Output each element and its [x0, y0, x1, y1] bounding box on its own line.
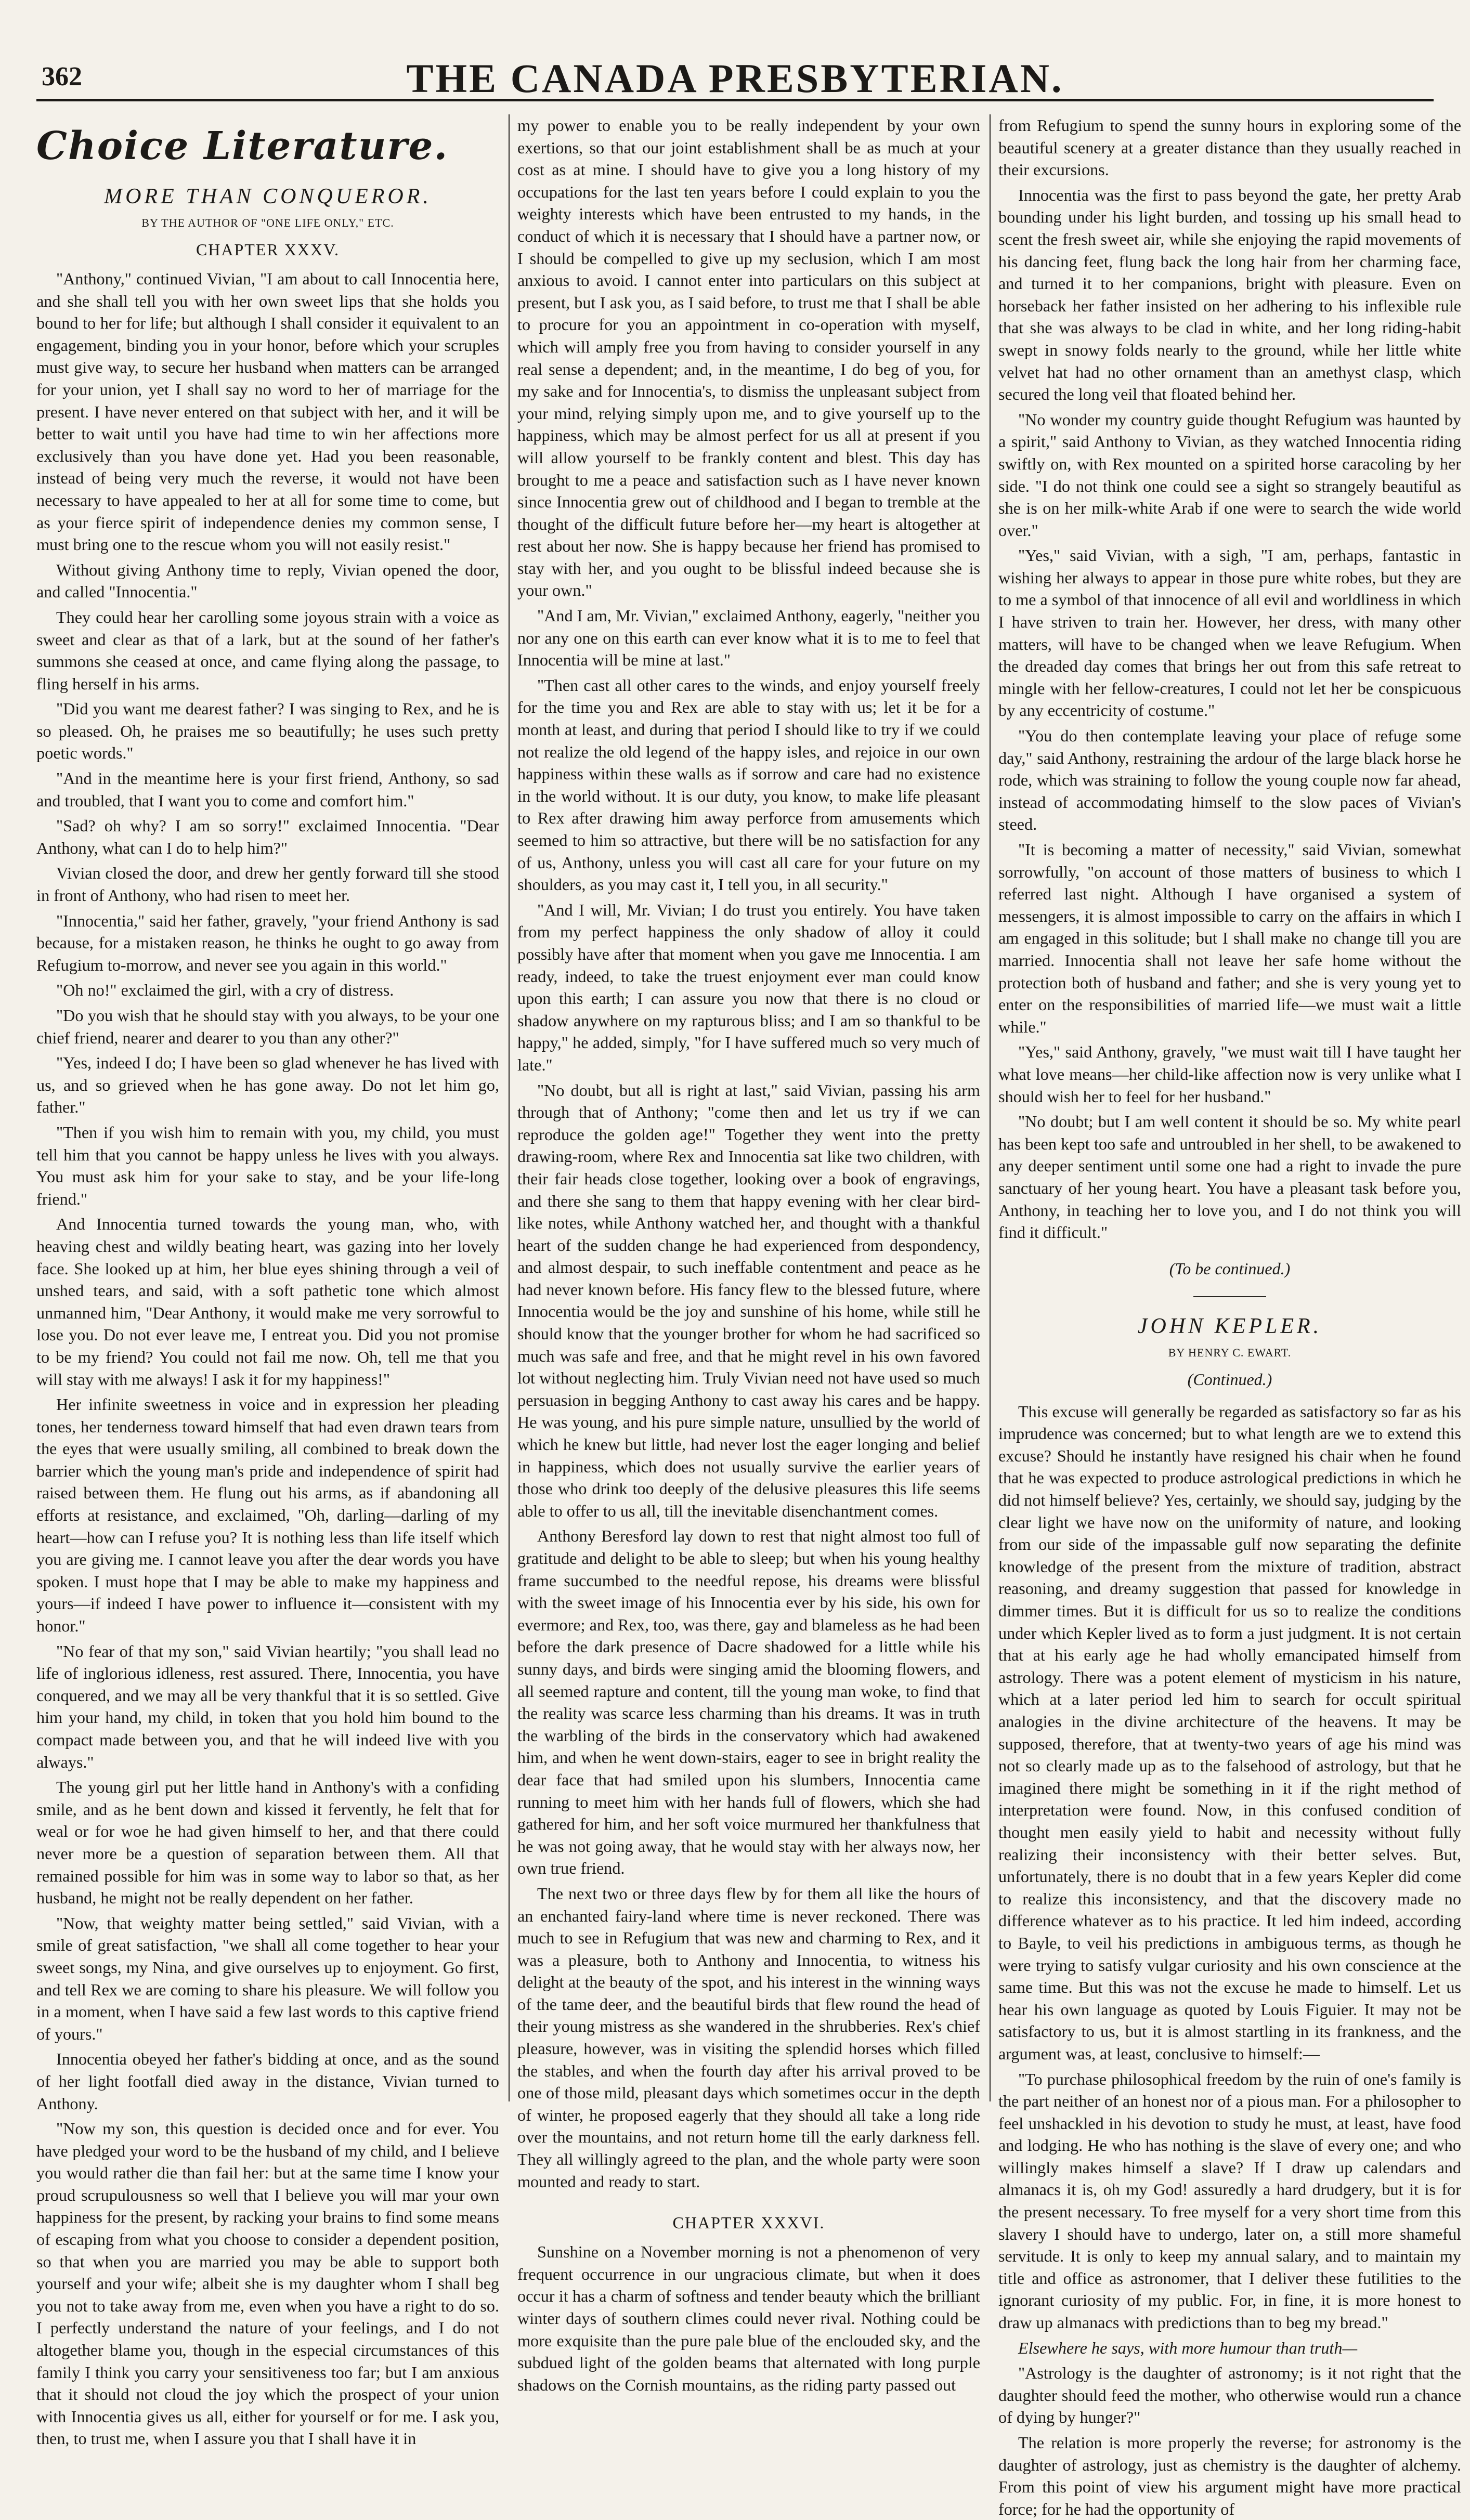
paragraph: "And I will, Mr. Vivian; I do trust you entirely. You have taken from my perfect happiness the only shadow of alloy it could possibly have after that moment when you gave me Innocentia. I am ready, indeed, to take the truest enjoyment ever man could know upon this earth; I can assure you now that there is no cloud or shadow anywhere on my rapturous bliss; and I am so thankful to be happy," he added, simply, "for I have suffered much so very much of late.": [517, 900, 980, 1074]
paragraph: "Innocentia," said her father, gravely, "your friend Anthony is sad because, for a mistaken reason, he thinks he ought to go away from Refugium to-morrow, and never see you again in this world.": [36, 911, 499, 974]
paragraph: "No fear of that my son," said Vivian heartily; "you shall lead no life of inglorious idleness, rest assured. There, Innocentia, you have conquered, and we may all be very thankful that it is so settled. Give him your hand, my child, in token that you hold him bound to the compact made between you, and that he will indeed live with you always.": [36, 1641, 499, 1771]
paragraph: "Now, that weighty matter being settled," said Vivian, with a smile of great satisfaction, "we shall all come together to hear your sweet songs, my Nina, and give ourselves up to enjoyment. Go first, and tell Rex we are coming to share his pleasure. We will follow you in a moment, when I have said a few last words to this captive friend of yours.": [36, 1913, 499, 2043]
chapter-heading: CHAPTER XXXV.: [196, 240, 340, 259]
paragraph: Vivian closed the door, and drew her gently forward till she stood in front of Anthony, who had risen to meet her.: [36, 864, 499, 905]
page-header: [36, 36, 1434, 101]
paragraph: This excuse will generally be regarded as satisfactory so far as his imprudence was concerned; but to what length are we to extend this excuse? Should he instantly have resigned his chair when he found that he was expected to produce astrological predictions in which he did not himself believe? Yes, certainly, we should say, judging by the clear light we have now on the uniformity of nature, and looking from our side of the impassable gulf now separating the definite knowledge of the present from the mixture of tradition, abstract reasoning, and dreamy suggestion that passed for knowledge in dimmer times. But it is difficult for us so to realize the conditions under which Kepler lived as to form a just judgment. It is not certain that at his early age he had wholly emancipated himself from astrology. There was a potent element of mysticism in his nature, which at a later period led him to search for occult spiritual analogies in the divine architecture of the heavens. It may be supposed, therefore, that at twenty-two years of age his mind was not so clearly made up as to the falsehood of astrology, but that he imagined there might be something in it if the right method of interpretation were found. Now, in this confused condition of thought men easily yield to habit and necessity without fully realizing their inconsistency with their better selves. But, unfortunately, there is no doubt that in a few years Kepler did come to realize this inconsistency, and that the discovery made no difference whatever as to his practice. It led him indeed, according to Bayle, to veil his predictions in ambiguous terms, as though he were trying to satisfy vulgar curiosity and his own conscience at the same time. But this was not the excuse he made to himself. Let us hear his own language as quoted by Louis Figuier. It may not be satisfactory to us, but it is almost startling in its frankness, and the argument was, at least, conclusive to himself:—: [998, 1402, 1461, 2063]
paragraph: "And in the meantime here is your first friend, Anthony, so sad and troubled, that I want you to come and comfort him.": [36, 769, 499, 810]
columns: [36, 114, 1461, 2518]
paragraph: Innocentia obeyed her father's bidding at once, and as the sound of her light footfall died away in the distance, Vivian turned to Anthony.: [36, 2049, 499, 2113]
paragraph: "No wonder my country guide thought Refugium was haunted by a spirit," said Anthony to Vivian, as they watched Innocentia riding swiftly on, with Rex mounted on a spirited horse caracoling by her side. "I do not think one could see a sight so strangely beautiful as she is on her milk-white Arab if one were to search the wide world over.": [998, 410, 1461, 540]
paragraph: from Refugium to spend the sunny hours in exploring some of the beautiful scenery at a greater distance than they usually reached in their excursions.: [998, 116, 1461, 179]
paragraph: They could hear her carolling some joyous strain with a voice as sweet and clear as that of a lark, but at the sound of her father's summons she ceased at once, and came flying along the passage, to fling herself in his arms.: [36, 607, 499, 693]
continued-label: (Continued.): [1187, 1369, 1272, 1389]
paragraph: "Now my son, this question is decided once and for ever. You have pledged your word to be the husband of my child, and I believe you would rather die than fail her: but at the same time I know your proud scrupulousness so well that I believe you will mar your own happiness for the present, by racking your brains to find some means of escaping from what you choose to consider a dependent position, so that when you are married you may be able to support both yourself and your wife; albeit she is my daughter whom I shall beg you not to take away from me, even when you have a right to do so. I perfectly understand the nature of your feelings, and I do not altogether blame you, though in the especial circumstances of this family I think you carry your sensitiveness too far; but I am anxious that it should not cloud the joy which the prospect of your union with Innocentia gives us all, either for yourself or for me. I ask you, then, to trust me, when I assure you that I shall have it in: [36, 2119, 499, 2448]
column-rule: [990, 114, 991, 2101]
column-2: [517, 114, 980, 2394]
journal-title: THE CANADA PRESBYTERIAN.: [406, 56, 1064, 101]
chapter-heading: CHAPTER XXXVI.: [672, 2213, 825, 2232]
story-byline: BY THE AUTHOR OF "ONE LIFE ONLY," ETC.: [141, 216, 394, 229]
paragraph: "Do you wish that he should stay with you always, to be your one chief friend, nearer and dearer to you than any other?": [36, 1006, 499, 1047]
paragraph: "Did you want me dearest father? I was singing to Rex, and he is so pleased. Oh, he praises me so beautifully; he uses such pretty poetic words.": [36, 699, 499, 763]
paragraph: The young girl put her little hand in Anthony's with a confiding smile, and as he bent down and kissed it fervently, he felt that for weal or for woe he had given himself to her, and that there could never more be a question of separation between them. All that remained possible for him was in some way to labor so that, as her husband, he might not be really dependent on her father.: [36, 1778, 499, 1908]
paragraph: "To purchase philosophical freedom by the ruin of one's family is the part neither of an honest nor of a pious man. For a philosopher to feel unshackled in his devotion to study he must, at least, have food and lodging. He who has nothing is the slave of every one; and who willingly makes himself a slave? If I draw up calendars and almanacs it is, oh my God! assuredly a hard drudgery, but it is for the present necessary. To free myself for a very short time from this slavery I should have to undergo, later on, a still more shameful servitude. It is only to keep my annual salary, and to maintain my title and office as astronomer, that I deliver these futilities to the ignorant curiosity of my public. For, in fine, it is more honest to draw up almanacs with predictions than to beg my bread.": [998, 2069, 1461, 2332]
paragraph: "You do then contemplate leaving your place of refuge some day," said Anthony, restraining the ardour of the large black horse he rode, which was straining to follow the young couple now far ahead, instead of accommodating himself to the slow paces of Vivian's steed.: [998, 726, 1461, 834]
paragraph: "Sad? oh why? I am so sorry!" exclaimed Innocentia. "Dear Anthony, what can I do to help him?": [36, 816, 499, 857]
paragraph: "Yes," said Vivian, with a sigh, "I am, perhaps, fantastic in wishing her always to appear in those pure white robes, but they are to me a symbol of that innocence of all evil and worldliness in which I have striven to train her. However, her dress, with many other matters, will have to be changed when we leave Refugium. When the dreaded day comes that brings her out from this safe retreat to mingle with her fellow-creatures, I could not let her be conspicuous by any eccentricity of costume.": [998, 546, 1461, 720]
column-3: [998, 114, 1461, 2518]
paragraph: "Anthony," continued Vivian, "I am about to call Innocentia here, and she shall tell you with her own sweet lips that she holds you bound to her for life; but although I shall consider it equivalent to an engagement, binding you in your honor, before which your scruples must give way, to secure her husband when matters can be arranged for your union, yet I shall say no word to her of marriage for the present. I have never entered on that subject with her, and it will be better to wait until you have had time to win her affections more exclusively than you have done yet. Had you been reasonable, instead of being very much the reverse, it would not have been necessary to have appealed to her at all for some time to come, but as your fierce spirit of independence denies my common sense, I must bring one to the rescue whom you will not easily resist.": [36, 269, 499, 554]
page-number: 362: [42, 62, 82, 92]
paragraph: Without giving Anthony time to reply, Vivian opened the door, and called "Innocentia.": [36, 560, 499, 602]
divider: [1193, 1296, 1266, 1297]
paragraph: And Innocentia turned towards the young man, who, with heaving chest and wildly beating heart, was gazing into her lovely face. She looked up at him, her blue eyes shining through a veil of unshed tears, and said, with a soft pathetic tone which almost unmanned him, "Dear Anthony, it would make me very sorrowful to lose you. Do not ever leave me, I entreat you. Did you not promise to be my friend? You could not fail me now. Oh, tell me that you will stay with me always! I ask it for my happiness!": [36, 1215, 499, 1389]
article-byline: BY HENRY C. EWART.: [1168, 1346, 1292, 1359]
paragraph: "Then cast all other cares to the winds, and enjoy yourself freely for the time you and Rex are able to stay with us; let it be for a month at least, and during that period I should like to try if we could not realize the old legend of the happy isles, and rejoice in our own happiness within these walls as if sorrow and care had no existence in the world without. It is our duty, you know, to make life pleasant to Rex after drawing him away perforce from amusements which seemed to him so attractive, but there will be no satisfaction for any of us, Anthony, unless you will cast all care for your future on my shoulders, as you may cast it, I tell you, in all security.": [517, 675, 980, 894]
paragraph: "Yes, indeed I do; I have been so glad whenever he has lived with us, and so grieved when he has gone away. Do not let him go, father.": [36, 1053, 499, 1117]
paragraph: Her infinite sweetness in voice and in expression her pleading tones, her tenderness toward himself that had even drawn tears from the eyes that were usually smiling, all combined to break down the barrier which the young man's pride and independence of spirit had raised between them. He flung out his arms, as if abandoning all efforts at resistance, and exclaimed, "Oh, darling—darling of my heart—how can I refuse you? It is nothing less than life itself which you are giving me. I cannot leave you after the dear words you have spoken. I must hope that I may be able to make my happiness and yours—if indeed I have power to influence it—consistent with my honor.": [36, 1395, 499, 1636]
paragraph: "Oh no!" exclaimed the girl, with a cry of distress.: [56, 981, 394, 1000]
paragraph: Innocentia was the first to pass beyond the gate, her pretty Arab bounding under his light burden, and tossing up his small head to scent the fresh sweet air, while she enjoying the rapid movements of his dancing feet, flung back the long hair from her charming face, and turned it to her companions, bright with pleasure. Even on horseback her father insisted on her adhering to his inflexible rule that she was always to be clad in white, and her long riding-habit swept in snowy folds nearly to the ground, while her little white velvet hat had no other ornament than an amethyst clasp, which secured the long veil that floated behind her.: [998, 185, 1461, 404]
section-heading: Choice Literature.: [36, 124, 449, 168]
paragraph: "No doubt; but I am well content it should be so. My white pearl has been kept too safe and untroubled in her shell, to be awakened to any deeper sentiment until some one had a right to invade the pure sanctuary of her young heart. You have a pleasant task before you, Anthony, in teaching her to love you, and I do not think you will find it difficult.": [998, 1112, 1461, 1242]
paragraph: my power to enable you to be really independent by your own exertions, so that our joint establishment shall be as much at your cost as at mine. I should have to give you a long history of my occupations for the last ten years before I could explain to you the weighty interests which have been entrusted to my hands, in the conduct of which it is necessary that I should have a partner now, or I should be compelled to give up my seclusion, which I am most anxious to avoid. I cannot enter into particulars on this subject at present, but I ask you, as I said before, to trust me that I shall be able to procure for you an appointment in co-operation with myself, which will amply free you from having to consider yourself in any real sense a dependent; and, in the meantime, I do beg of you, for my sake and for Innocentia's, to dismiss the unpleasant subject from your mind, relying simply upon me, and to give yourself up to the happiness, which may be almost perfect for us all at present if you will allow yourself to be frankly content and blest. This day has brought to me a peace and satisfaction such as I have never known since Innocentia grew out of childhood and I began to tremble at the thought of the difficult future before her—my heart is altogether at rest about her now. She is happy because her friend has promised to stay with her, and you ought to be blissful indeed because she is your own.": [517, 116, 980, 600]
article-title: JOHN KEPLER.: [1137, 1314, 1322, 1338]
paragraph: "It is becoming a matter of necessity," said Vivian, somewhat sorrowfully, "on account of those matters of business to which I referred last night. Although I have organised a system of messengers, it is almost impossible to carry on the affairs in which I am engaged in this solitude; but I shall make no change till you are married. Innocentia shall not leave her safe home without the protection both of husband and father; and she is very young yet to enter on the responsibilities of married life—we must wait a little while.": [998, 840, 1461, 1036]
paragraph: "And I am, Mr. Vivian," exclaimed Anthony, eagerly, "neither you nor any one on this earth can ever know what it is to me to feel that Innocentia will be mine at last.": [517, 606, 980, 670]
paragraph: The relation is more properly the reverse; for astronomy is the daughter of astrology, just as chemistry is the daughter of alchemy. From this point of view his argument might have more practical force; for he had the opportunity of: [998, 2433, 1461, 2518]
to-be-continued: (To be continued.): [1169, 1259, 1291, 1278]
paragraph: "Then if you wish him to remain with you, my child, you must tell him that you cannot be happy unless he lives with you always. You must ask him for your sake to stay, and be your life-long friend.": [36, 1122, 499, 1208]
paragraph: The next two or three days flew by for them all like the hours of an enchanted fairy-land where time is never reckoned. There was much to see in Refugium that was new and charming to Rex, and it was a pleasure, both to Anthony and Innocentia, to witness his delight at the beauty of the spot, and his interest in the winning ways of the tame deer, and the beautiful birds that flew round the head of their young mistress as she wandered in the shrubberies. Rex's chief pleasure, however, was in visiting the splendid horses which filled the stables, and when the fourth day after his arrival proved to be one of those mild, pleasant days which sometimes occur in the depth of winter, he proposed eagerly that they should all take a long ride over the mountains, and not return home till the early darkness fell. They all willingly agreed to the plan, and the whole party were soon mounted and ready to start.: [517, 1884, 980, 2191]
paragraph: Elsewhere he says, with more humour than truth—: [1018, 2338, 1358, 2357]
paragraph: "Yes," said Anthony, gravely, "we must wait till I have taught her what love means—her child-like affection now is very unlike what I should wish her to feel for her husband.": [998, 1042, 1461, 1106]
column-1: [36, 114, 499, 2448]
story-title: MORE THAN CONQUEROR.: [104, 185, 432, 208]
column-rule: [509, 114, 510, 2101]
paragraph: "No doubt, but all is right at last," said Vivian, passing his arm through that of Anthony; "come then and let us try if we can reproduce the golden age!" Together they went into the pretty drawing-room, where Rex and Innocentia sat like two children, with their fair heads close together, looking over a book of engravings, and there she sang to them that happy evening with her clear bird-like notes, while Anthony watched her, and thought with a thankful heart of the sudden change he had experienced from despondency, and almost despair, to such ineffable contentment and peace as he had never known before. His fancy flew to the blessed future, where Innocentia would be the joy and sunshine of his home, while still he should know that the younger brother for whom he had sacrificed so much was safe and free, and that he might revel in his own favored lot without neglecting him. Truly Vivian need not have used so much persuasion in begging Anthony to cast away his cares and be happy. He was young, and his pure simple nature, unsullied by the world of which he knew but little, had never lost the eager longing and belief in happiness, which does not usually survive the earlier years of those who drink too deeply of the delusive pleasures this life seems able to offer to us all, till the inevitable disenchantment comes.: [517, 1080, 980, 1520]
paragraph: Anthony Beresford lay down to rest that night almost too full of gratitude and delight to be able to sleep; but when his young healthy frame succumbed to the needful repose, his dreams were blissful with the sweet image of his Innocentia ever by his side, his own for evermore; and Rex, too, was there, gay and blameless as he had been before the dark presence of Dacre shadowed for a little while his sunny days, and birds were singing amid the blooming flowers, and all seemed rapture and content, till the young man woke, to find that the reality was scarce less charming than his dreams. It was in truth the warbling of the birds in the conservatory which had awakened him, and when he went down-stairs, eager to see in bright reality the dear face that had smiled upon his slumbers, Innocentia came running to meet him with her hands full of flowers, which she had gathered for him, and her soft voice murmured her thankfulness that he was not going away, that he would stay with her always now, her own true friend.: [517, 1526, 980, 1878]
paragraph: Sunshine on a November morning is not a phenomenon of very frequent occurrence in our ungracious climate, but when it does occur it has a charm of softness and tender beauty which the brilliant winter days of southern climes could never rival. Nothing could be more exquisite than the pure pale blue of the enclouded sky, and the subdued light of the golden beams that alternated with long purple shadows on the Cornish mountains, as the riding party passed out: [517, 2242, 980, 2394]
paragraph: "Astrology is the daughter of astronomy; is it not right that the daughter should feed the mother, who otherwise would run a chance of dying by hunger?": [998, 2364, 1461, 2427]
